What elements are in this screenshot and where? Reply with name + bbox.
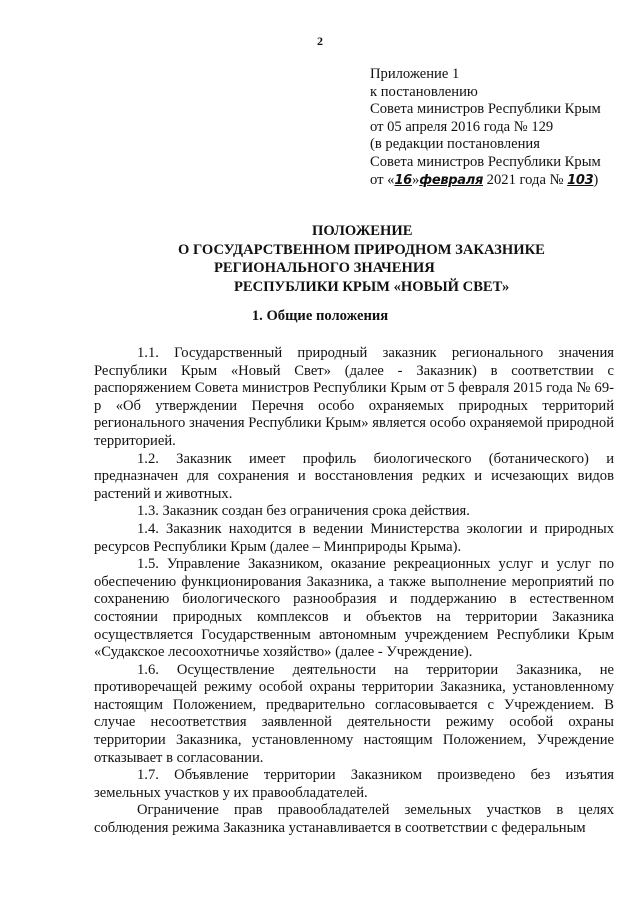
appendix-line: Приложение 1 [370,66,460,82]
date-suffix: ) [593,171,599,188]
date-year: 2021 года № [483,171,568,188]
handwritten-month: февраля [419,172,484,188]
appendix-date-line [370,172,635,190]
title-line: РЕСПУБЛИКИ КРЫМ «НОВЫЙ СВЕТ» [234,278,510,295]
date-quote: » [411,171,420,188]
document-body [94,345,614,838]
paragraph: 1.4. Заказник находится в ведении Министерства экологии и природных ресурсов Республики Крым (далее – Минприроды Крыма). [94,520,614,555]
handwritten-day: 16 [394,172,412,188]
document-title [0,222,640,296]
paragraph: Ограничение прав правообладателей земельных участков в целях соблюдения режима Заказника устанавливается в соответствии с федеральным [94,802,614,837]
paragraph: 1.6. Осуществление деятельности на территории Заказника, не противоречащей режиму особой охраны территории Заказника, установленному настоящим Положением, предварительно согласовывается с Учреждением. В случае несоответствия заявленной деятельности режиму особой охраны территории Заказника, установленному настоящим Положением, Учреждение отказывает в согласовании. [94,661,614,766]
paragraph: 1.5. Управление Заказником, оказание рекреационных услуг и услуг по обеспечению функционирования Заказника, а также выполнение мероприятий по сохранению биологического разнообразия и поддержанию в естественном состоянии природных комплексов и объектов на территории Заказника осуществляется Государственным автономным учреждением Республики Крым «Судакское лесоохотничье хозяйство» (далее - Учреждение). [94,556,614,661]
appendix-header [370,66,635,189]
appendix-line: Совета министров Республики Крым [370,101,601,118]
appendix-line: Совета министров Республики Крым [370,153,601,170]
appendix-line: от 05 апреля 2016 года № 129 [370,118,554,135]
page-number: 2 [317,34,323,48]
paragraph: 1.1. Государственный природный заказник регионального значения Республики Крым «Новый Свет» (далее - Заказник) в соответствии с распоряжением Совета министров Республики Крым от 5 февраля 2015 года № 69-р «Об утверждении Перечня особо охраняемых природных территорий регионального значения Республики Крым» является особо охраняемой природной территорией. [94,345,614,449]
handwritten-number: 103 [567,172,594,188]
appendix-line: к постановлению [370,83,478,100]
paragraph: 1.7. Объявление территории Заказником произведено без изъятия земельных участков у их правообладателей. [94,767,614,801]
date-prefix: от « [370,171,395,188]
title-line: РЕГИОНАЛЬНОГО ЗНАЧЕНИЯ [214,260,435,276]
appendix-line: (в редакции постановления [370,136,540,153]
paragraph: 1.3. Заказник создан без ограничения срока действия. [137,503,470,520]
title-line: О ГОСУДАРСТВЕННОМ ПРИРОДНОМ ЗАКАЗНИКЕ [178,241,545,258]
paragraph: 1.2. Заказник имеет профиль биологического (ботанического) и предназначен для сохранения и восстановления редких и исчезающих видов растений и животных. [94,450,614,502]
section-heading: 1. Общие положения [251,308,389,324]
title-line: ПОЛОЖЕНИЕ [312,223,413,239]
